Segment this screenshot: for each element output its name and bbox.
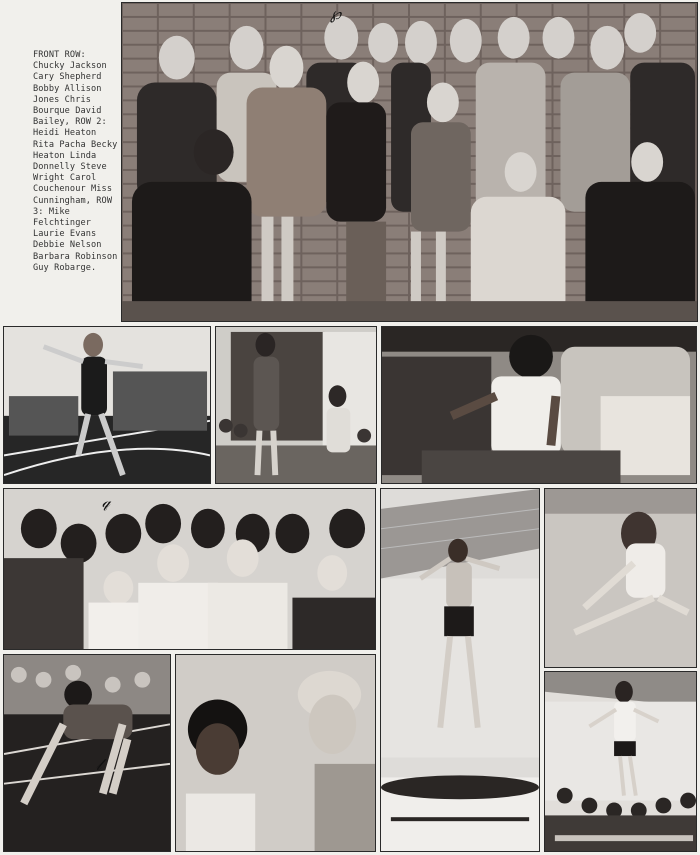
split-leap-photo [544,488,697,668]
trampoline-spotters-photo [544,671,697,852]
signature-scribble-bottom: 𝓁 [96,755,102,774]
group-photo-main [121,2,698,322]
girl-on-mat-photo [3,654,171,852]
girls-doorway-photo [215,326,377,484]
two-boys-photo [175,654,376,852]
boy-sitting-photo [381,326,697,484]
gymnast-floor-photo [3,326,211,484]
photo-caption: FRONT ROW: Chucky Jackson Cary Shepherd Bobby Allison Jones Chris Bourque David Bailey, ROW 2: Heidi Heaton Rita Pacha Becky Heaton Linda Donnelly Steve Wright Carol Couchenour Miss Cunningham, ROW 3: Mike Felchtinger Laurie Evans Debbie Nelson Barbara Robinson Guy Robarge. [33,50,118,273]
signature-scribble-top: ℘ [330,4,342,23]
signature-scribble-mid: 𝓆 [102,492,111,511]
trampoline-jump-photo [380,488,540,852]
crowd-of-girls-photo [3,488,376,650]
